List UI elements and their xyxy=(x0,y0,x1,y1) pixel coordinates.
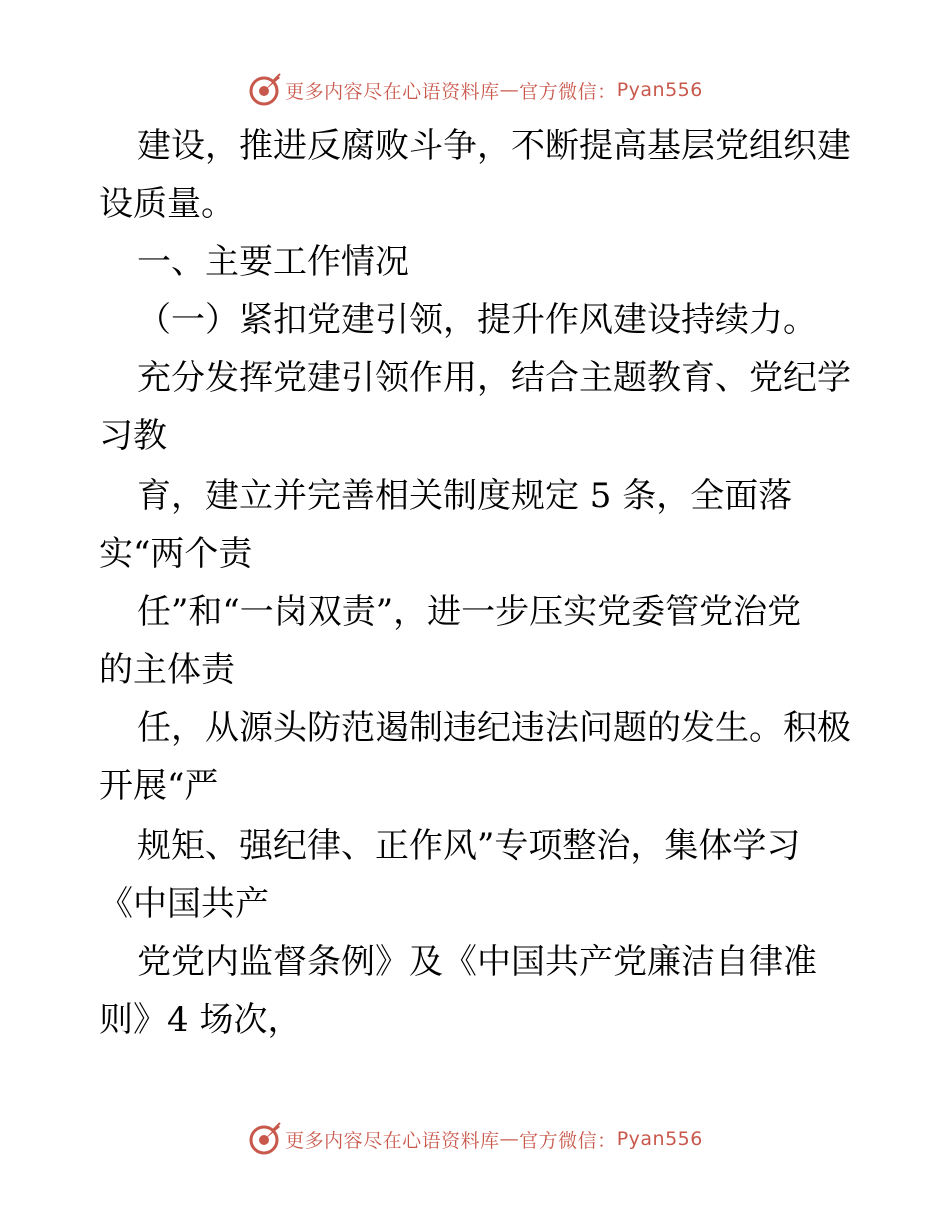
watermark-main-text: 更多内容尽在心语资料库 xyxy=(285,80,500,103)
watermark-main-text: 更多内容尽在心语资料库 xyxy=(285,1129,500,1152)
quill-logo-icon xyxy=(247,72,283,108)
footer-watermark xyxy=(0,1119,950,1159)
body-line: 《中国共产 xyxy=(99,884,269,924)
body-line: 任，从源头防范遏制违纪违法问题的发生。积极 xyxy=(137,708,851,748)
body-line: 习教 xyxy=(99,416,167,456)
watermark-wechat-label: 官方微信： xyxy=(519,1129,617,1152)
body-line: 实“两个责 xyxy=(99,534,253,574)
watermark-separator: — xyxy=(499,79,520,101)
body-line: 开展“严 xyxy=(99,766,219,806)
watermark-separator: — xyxy=(499,1128,520,1150)
watermark-wechat-label: 官方微信： xyxy=(519,80,617,103)
subsection-heading: （一）紧扣党建引领，提升作风建设持续力。 xyxy=(137,300,817,340)
watermark-wechat-id: Pyan556 xyxy=(616,79,703,101)
body-line: 建设，推进反腐败斗争，不断提高基层党组织建 xyxy=(137,126,851,166)
body-line: 的主体责 xyxy=(99,650,235,690)
header-watermark xyxy=(0,70,950,110)
quill-logo-icon xyxy=(247,1121,283,1157)
body-line: 设质量。 xyxy=(99,184,235,224)
body-line: 党党内监督条例》及《中国共产党廉洁自律准 xyxy=(137,942,817,982)
body-line: 则》4 场次， xyxy=(99,1000,302,1040)
body-line: 规矩、强纪律、正作风”专项整治，集体学习 xyxy=(137,826,801,866)
body-line: 充分发挥党建引领作用，结合主题教育、党纪学 xyxy=(137,358,851,398)
watermark-wechat-id: Pyan556 xyxy=(616,1128,703,1150)
body-line: 任”和“一岗双责”，进一步压实党委管党治党 xyxy=(137,592,802,632)
body-line: 育，建立并完善相关制度规定 5 条，全面落 xyxy=(137,476,793,516)
section-heading: 一、主要工作情况 xyxy=(137,242,409,282)
